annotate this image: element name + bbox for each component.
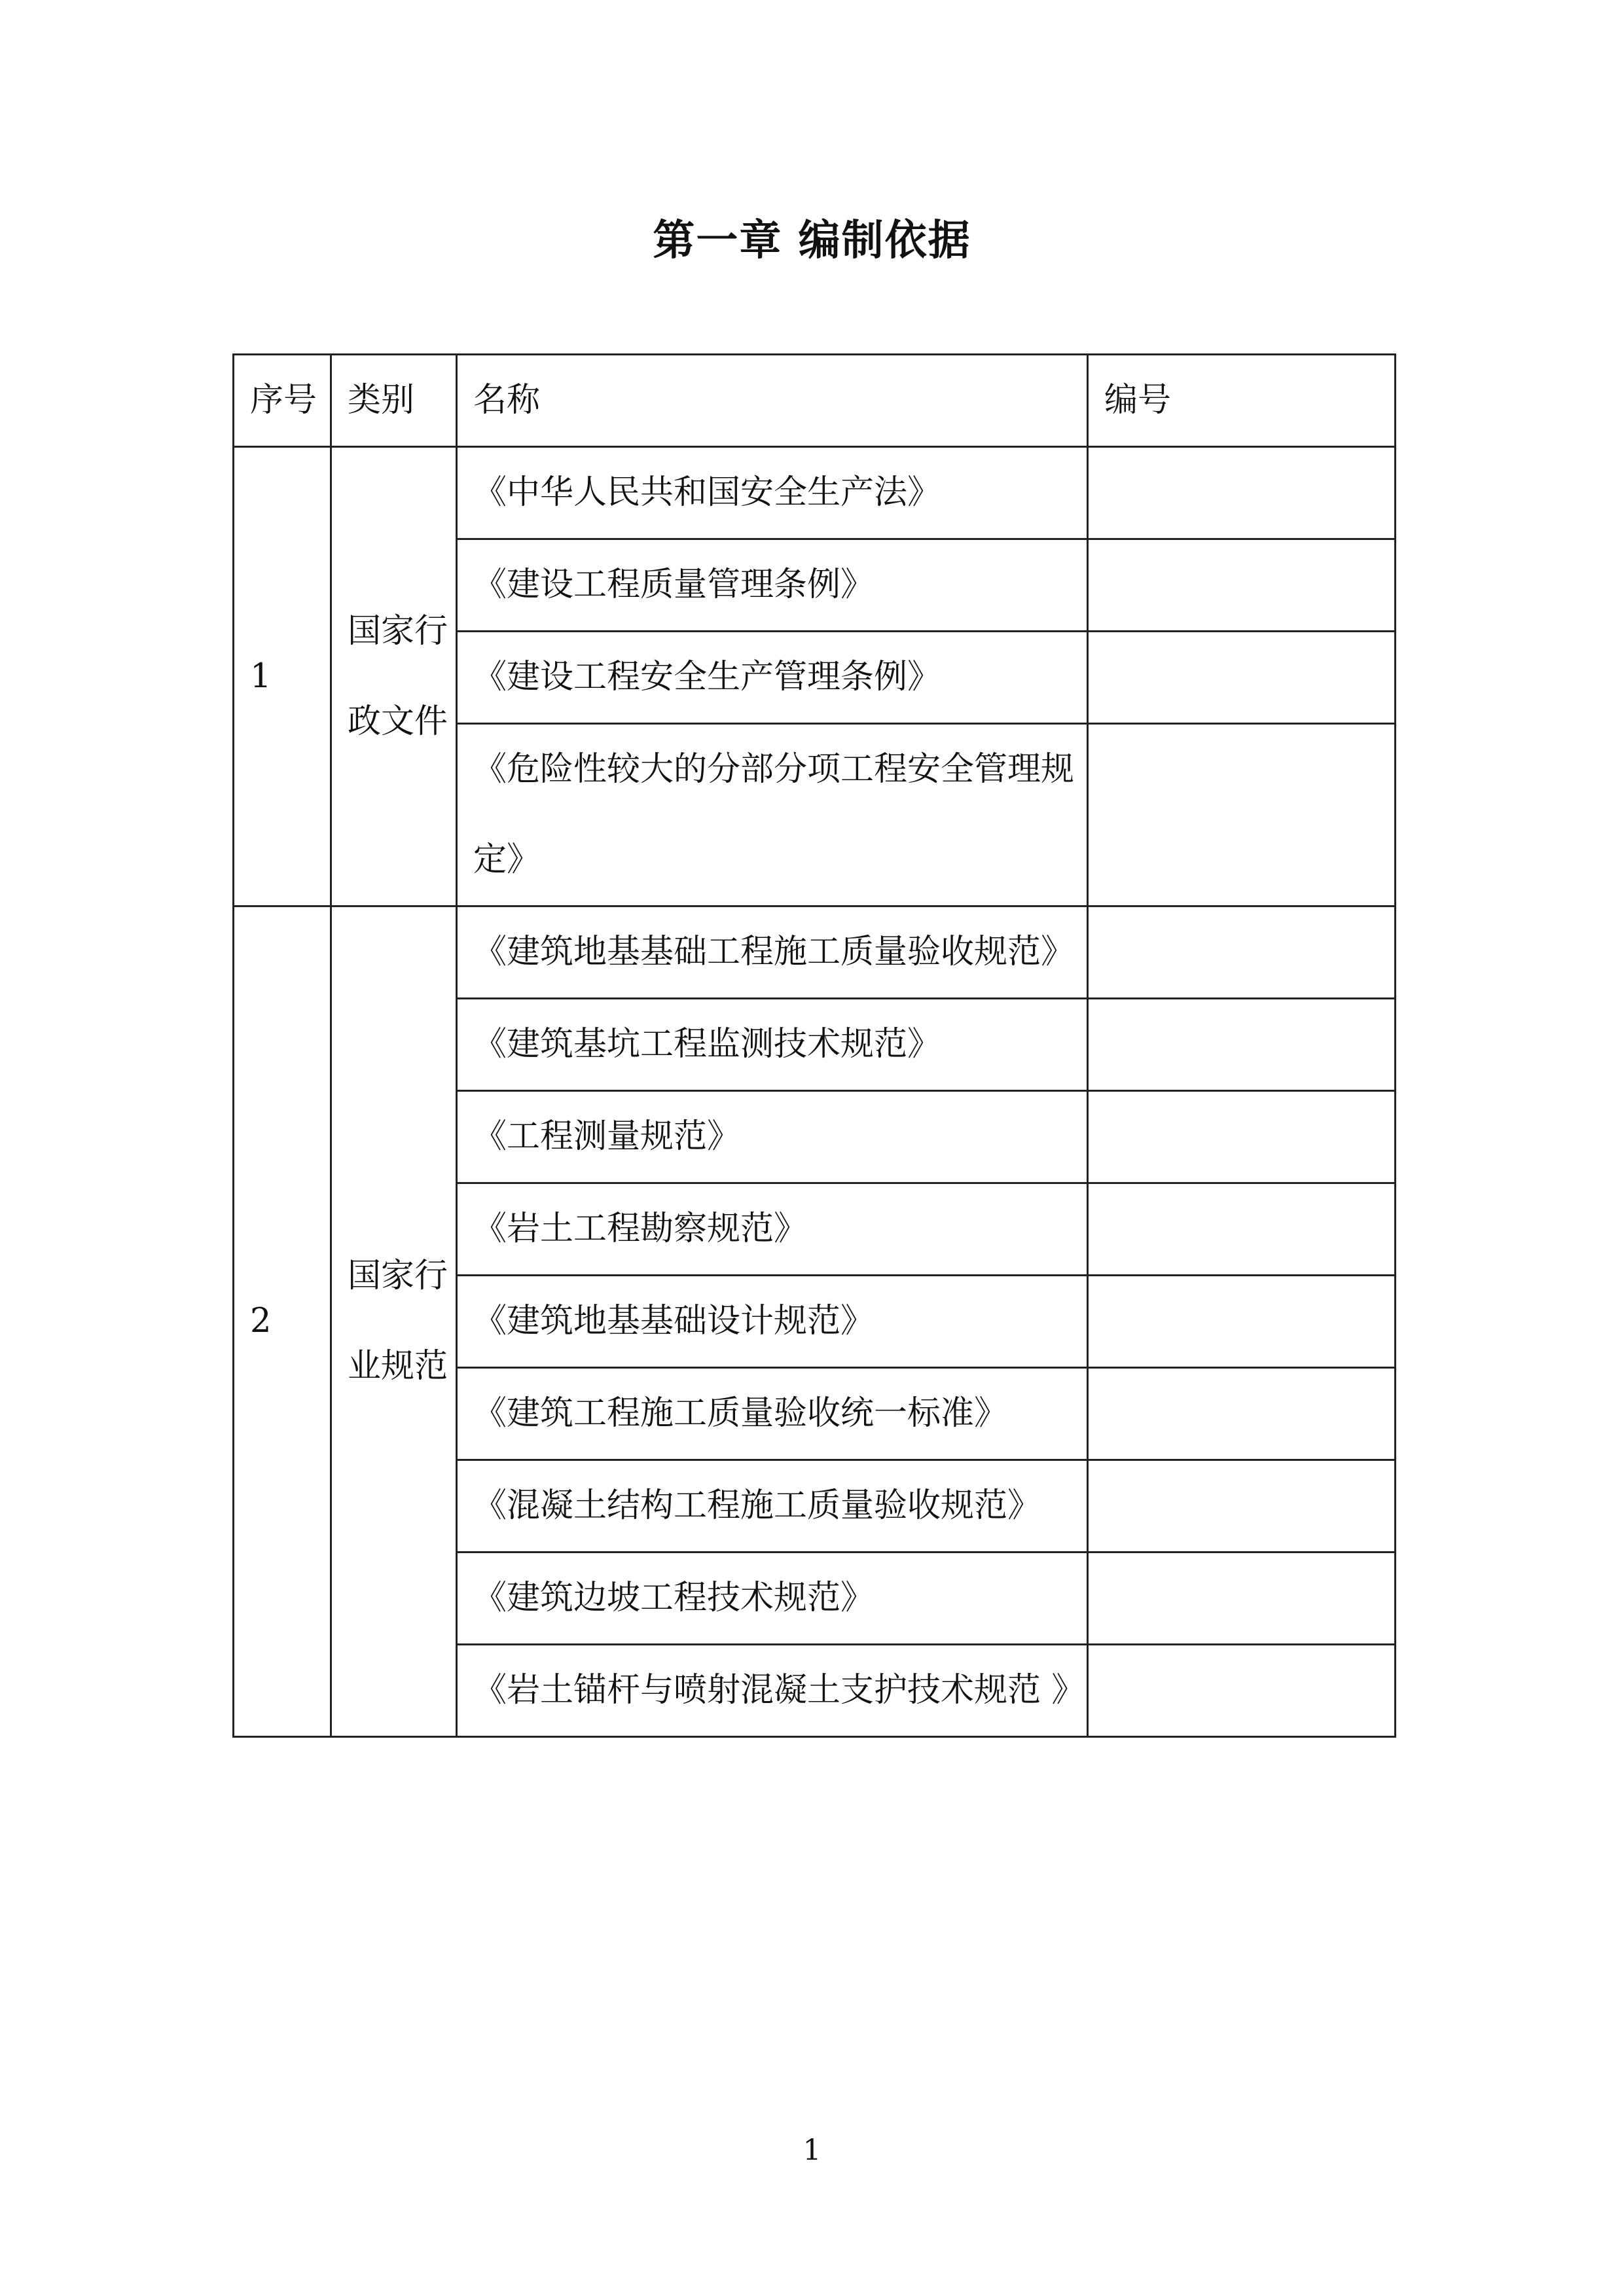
page-number: 1 bbox=[803, 2134, 821, 2167]
document-code bbox=[1088, 1645, 1396, 1737]
document-code bbox=[1088, 1460, 1396, 1552]
document-code bbox=[1088, 724, 1396, 906]
document-code bbox=[1088, 1552, 1396, 1645]
document-code bbox=[1088, 632, 1396, 724]
group-seq: 1 bbox=[234, 447, 331, 906]
document-code bbox=[1088, 1368, 1396, 1460]
table-header-row bbox=[234, 355, 1396, 447]
document-name: 《建设工程安全生产管理条例》 bbox=[457, 632, 1088, 724]
header-code bbox=[1088, 355, 1396, 447]
document-code bbox=[1088, 1091, 1396, 1183]
document-name: 《混凝土结构工程施工质量验收规范》 bbox=[457, 1460, 1088, 1552]
table-row bbox=[234, 906, 1396, 999]
document-code bbox=[1088, 999, 1396, 1091]
document-code bbox=[1088, 539, 1396, 632]
group-category: 国家行业规范 bbox=[331, 906, 457, 1737]
document-code bbox=[1088, 1276, 1396, 1368]
header-name: 名称 bbox=[457, 355, 1088, 447]
document-name: 《建筑基坑工程监测技术规范》 bbox=[457, 999, 1088, 1091]
header-category: 类别 bbox=[331, 355, 457, 447]
document-name: 《中华人民共和国安全生产法》 bbox=[457, 447, 1088, 539]
document-name: 《建筑边坡工程技术规范》 bbox=[457, 1552, 1088, 1645]
document-name: 《危险性较大的分部分项工程安全管理规定》 bbox=[457, 724, 1088, 906]
document-name: 《建设工程质量管理条例》 bbox=[457, 539, 1088, 632]
document-name: 《岩土工程勘察规范》 bbox=[457, 1183, 1088, 1276]
document-name: 《建筑地基基础工程施工质量验收规范》 bbox=[457, 906, 1088, 999]
document-code bbox=[1088, 447, 1396, 539]
header-seq: 序号 bbox=[234, 355, 331, 447]
header-code-label: 编号 bbox=[1104, 381, 1172, 420]
document-name: 《工程测量规范》 bbox=[457, 1091, 1088, 1183]
group-seq: 2 bbox=[234, 906, 331, 1737]
page-title: 第一章 编制依据 bbox=[653, 217, 971, 265]
table-row bbox=[234, 447, 1396, 539]
basis-table bbox=[232, 353, 1396, 1738]
document-name: 《建筑地基基础设计规范》 bbox=[457, 1276, 1088, 1368]
document-code bbox=[1088, 1183, 1396, 1276]
document-code bbox=[1088, 906, 1396, 999]
document-name: 《岩土锚杆与喷射混凝土支护技术规范 》 bbox=[457, 1645, 1088, 1737]
group-category: 国家行政文件 bbox=[331, 447, 457, 906]
document-name: 《建筑工程施工质量验收统一标准》 bbox=[457, 1368, 1088, 1460]
